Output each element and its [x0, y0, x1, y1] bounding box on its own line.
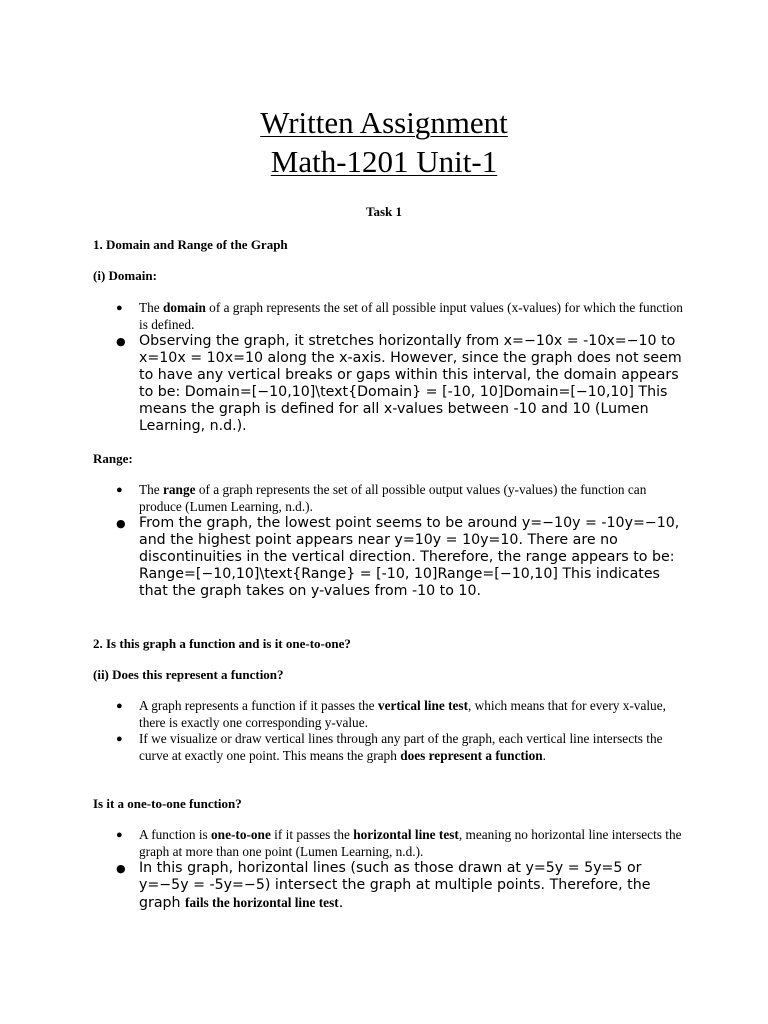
bullet-icon: ● [116, 862, 126, 875]
bullet-icon: ● [116, 700, 123, 712]
list-item: ● The range of a graph represents the set of all possible output values (y-values) the function can produce (Lumen Learning, n.d.). [116, 482, 647, 514]
bold-term: domain [163, 300, 206, 315]
bold-term: fails the horizontal line test [185, 895, 339, 911]
range-list [93, 482, 683, 600]
section-2-heading: 2. Is this graph a function and is it one-to-one? [93, 636, 351, 651]
list-item: ● A graph represents a function if it passes the vertical line test, which means that for every x-value, there is exactly one corresponding y-value. [116, 698, 666, 730]
list-item: ● A function is one-to-one if it passes the horizontal line test, meaning no horizontal line intersects the graph at more than one point (Lumen Learning, n.d.). [116, 827, 682, 859]
bullet-icon: ● [116, 733, 123, 745]
bullet-icon: ● [116, 829, 123, 841]
domain-heading: (i) Domain: [93, 268, 157, 283]
bold-term: does represent a function [400, 747, 543, 763]
list-item: ● In this graph, horizontal lines (such as those drawn at y=5y = 5y=5 or y=−5y = -5y=−5) intersect the graph at multiple points. Therefore, the graph fails the horizontal line test. [116, 860, 651, 912]
title-line-2: Math-1201 Unit-1 [270, 144, 498, 179]
bullet-icon: ● [116, 517, 126, 530]
section-1-heading: 1. Domain and Range of the Graph [93, 237, 288, 252]
bold-term: vertical line test [377, 698, 469, 713]
bold-term: one-to-one [211, 827, 271, 842]
domain-list [93, 300, 683, 436]
task-heading: Task 1 [365, 204, 403, 219]
list-item: ● From the graph, the lowest point seems to be around y=−10y = -10y=−10, and the highest point appears near y=10y = 10y=10. There are no discontinuities in the vertical direction. Therefore, the range appears to be: Range=[−10,10]\text{Range} = [-10, 10]Range=[−10,10] This indicates that the graph takes on y-values from -10 to 10. [116, 515, 680, 600]
function-heading: (ii) Does this represent a function? [93, 667, 284, 682]
list-item: ● Observing the graph, it stretches horizontally from x=−10x = -10x=−10 to x=10x = 10x=10 along the x-axis. However, since the graph does not seem to have any vertical breaks or gaps within this interval, the domain appears to be: Domain=[−10,10]\text{Domain} = [-10, 10]Domain=[−10,10] This means the graph is defined for all x-values between -10 and 10 (Lumen Learning, n.d.). [116, 333, 682, 435]
document-title [0, 104, 768, 142]
bullet-icon: ● [116, 302, 123, 314]
bold-term: horizontal line test [353, 827, 459, 842]
bullet-icon: ● [116, 484, 123, 496]
list-item: ● The domain of a graph represents the set of all possible input values (x-values) for which the function is defined. [116, 300, 683, 332]
bullet-icon: ● [116, 335, 126, 348]
function-list [93, 698, 683, 764]
list-item: ● If we visualize or draw vertical lines through any part of the graph, each vertical line intersects the curve at exactly one point. This means the graph does represent a function. [116, 731, 663, 763]
title-line-1: Written Assignment [260, 105, 508, 140]
one-to-one-heading: Is it a one-to-one function? [93, 796, 242, 811]
range-heading: Range: [93, 451, 133, 466]
bold-term: range [163, 482, 196, 497]
document-subtitle [0, 143, 768, 181]
one-to-one-list [93, 827, 683, 912]
